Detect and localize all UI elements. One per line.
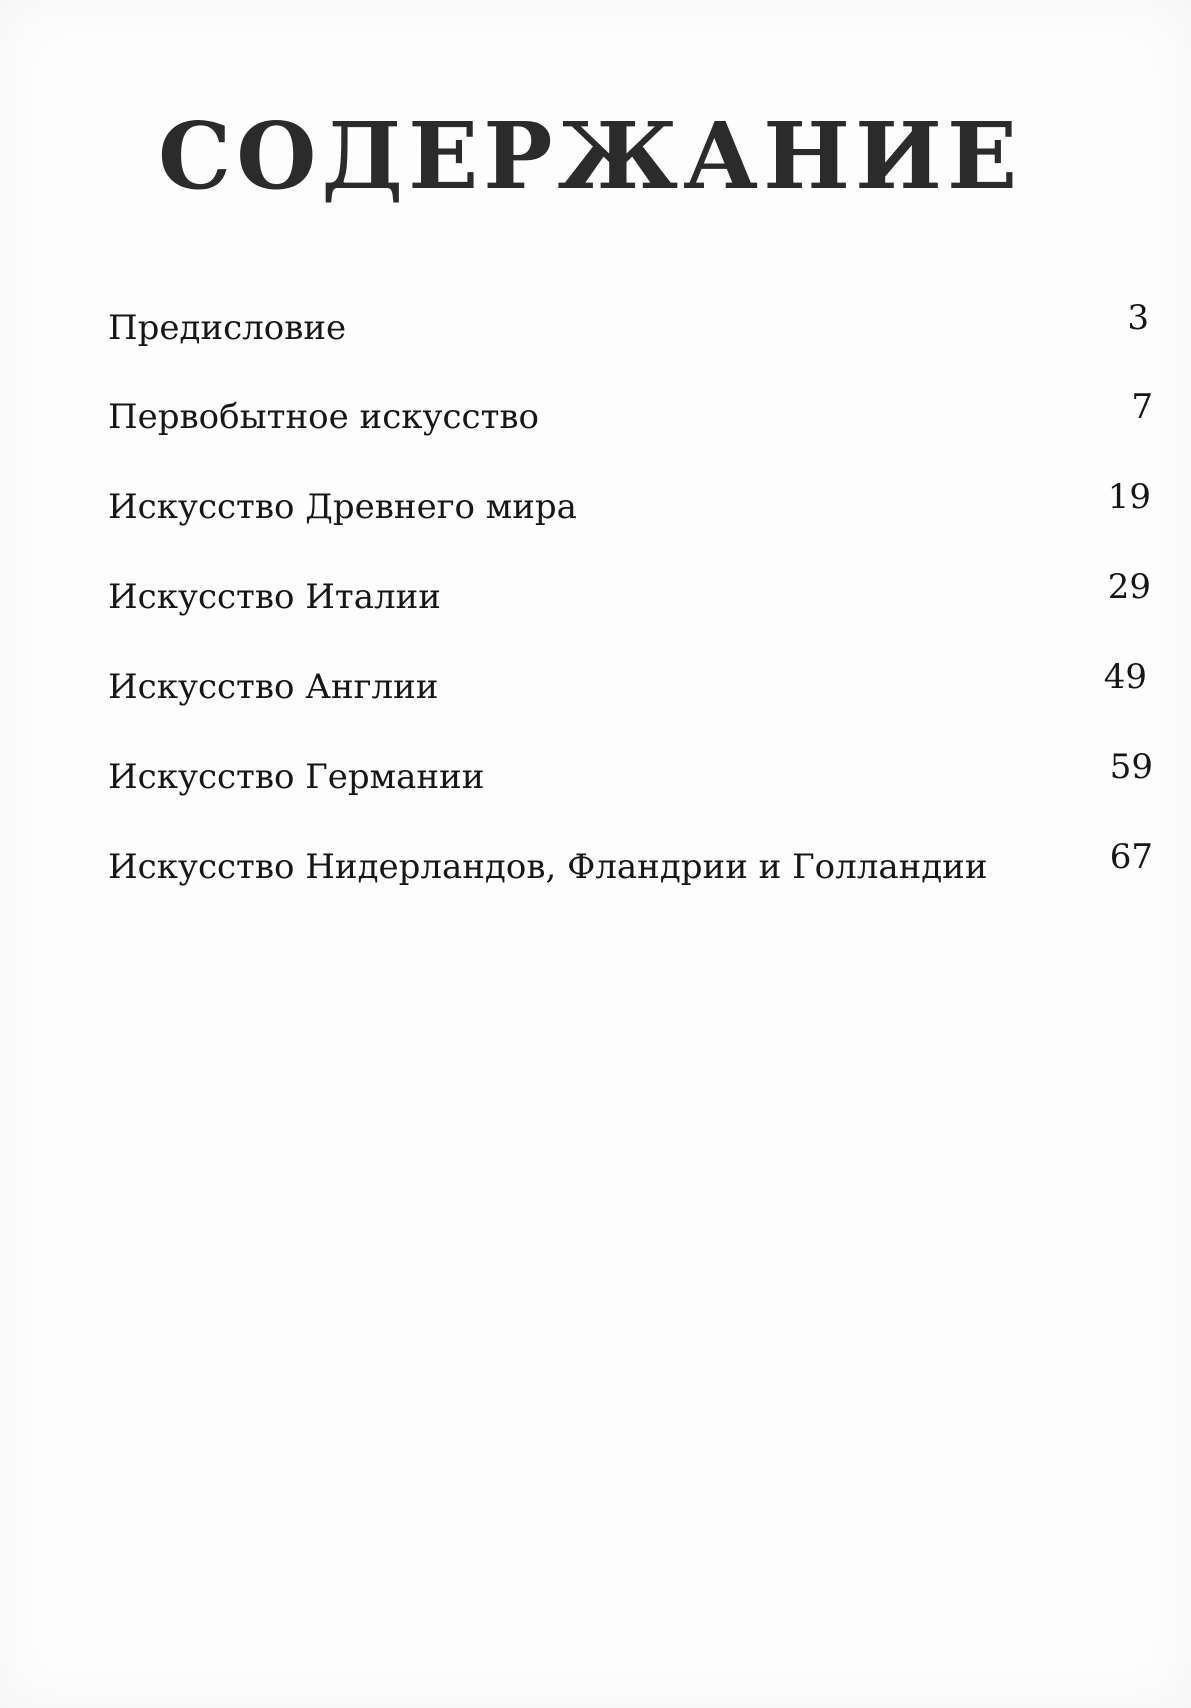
toc-entry-page-number: 29 bbox=[1107, 567, 1151, 607]
toc-entry-title: Первобытное искусство bbox=[108, 397, 540, 437]
toc-entry-page-number: 3 bbox=[1127, 298, 1149, 338]
toc-entry-title: Искусство Нидерландов, Фландрии и Голландии bbox=[108, 847, 988, 887]
toc-entry bbox=[108, 477, 1153, 537]
toc-entry-title: Искусство Англии bbox=[108, 667, 439, 707]
toc-entry bbox=[108, 298, 1153, 358]
toc-entry bbox=[108, 387, 1153, 447]
toc-entry-title: Искусство Древнего мира bbox=[108, 487, 577, 527]
toc-entry-title: Искусство Германии bbox=[108, 757, 485, 797]
toc-entry bbox=[108, 837, 1153, 897]
toc-entry-title: Предисловие bbox=[108, 308, 347, 348]
toc-entry bbox=[108, 567, 1153, 627]
toc-entry-page-number: 7 bbox=[1131, 387, 1153, 427]
toc-entry bbox=[108, 747, 1153, 807]
toc-entry-title: Искусство Италии bbox=[108, 577, 441, 617]
toc-entry bbox=[108, 657, 1153, 717]
page-title: СОДЕРЖАНИЕ bbox=[158, 102, 1023, 210]
toc-entry-page-number: 59 bbox=[1109, 747, 1153, 787]
toc-entry-page-number: 19 bbox=[1107, 477, 1151, 517]
toc-entry-page-number: 67 bbox=[1109, 837, 1153, 877]
toc-entry-page-number: 49 bbox=[1103, 657, 1147, 697]
